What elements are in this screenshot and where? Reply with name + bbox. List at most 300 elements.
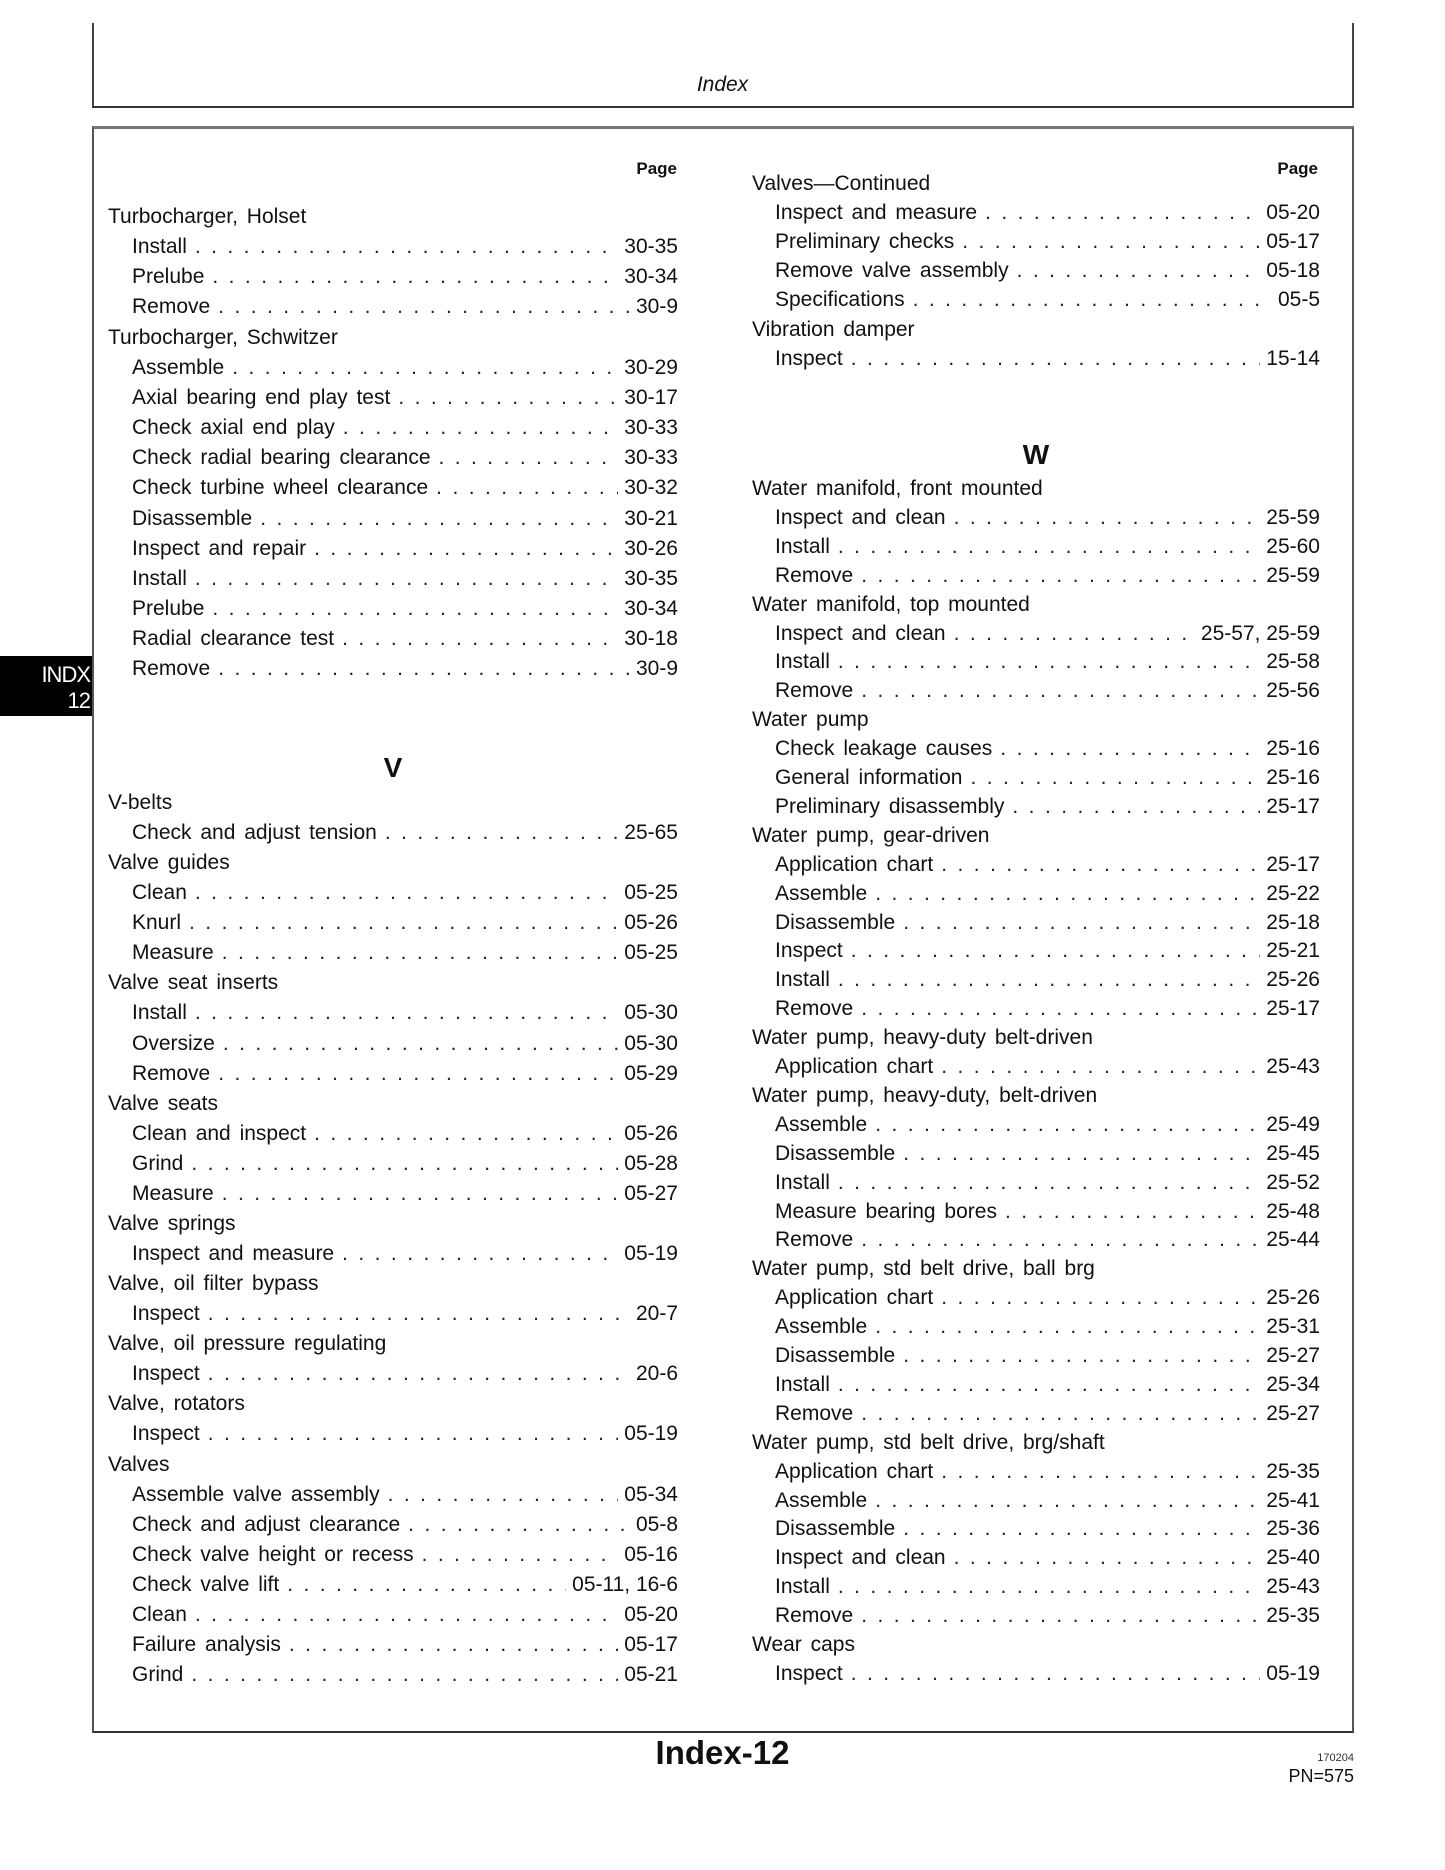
- index-entry: [752, 706, 1320, 734]
- entry-label: Application chart: [775, 1459, 934, 1483]
- dot-leader: [861, 1400, 1260, 1428]
- entry-label: Install: [775, 650, 830, 674]
- dot-leader: [289, 1631, 618, 1659]
- entry-label: Valve, oil pressure regulating: [108, 1332, 387, 1356]
- index-subentry: [132, 263, 678, 291]
- entry-label: Water pump, std belt drive, brg/shaft: [752, 1430, 1105, 1454]
- entry-label: Grind: [132, 1151, 184, 1175]
- index-subentry: [132, 999, 678, 1027]
- dot-leader: [212, 263, 618, 291]
- dot-leader: [260, 505, 618, 533]
- page-reference: 30-34: [624, 596, 678, 620]
- page-reference: 05-20: [1266, 201, 1320, 225]
- dot-leader: [218, 293, 630, 321]
- page-reference: 25-26: [1266, 968, 1320, 992]
- entry-label: Valves: [108, 1452, 170, 1476]
- entry-label: Disassemble: [132, 506, 253, 530]
- dot-leader: [985, 199, 1260, 227]
- entry-label: Inspect and repair: [132, 536, 307, 560]
- index-entry: [752, 822, 1320, 850]
- entry-label: Remove: [775, 1401, 854, 1425]
- index-entry: [752, 475, 1320, 503]
- dot-leader: [314, 535, 618, 563]
- index-subentry: [132, 535, 678, 563]
- page-reference: 05-25: [624, 881, 678, 905]
- index-subentry: [775, 1226, 1320, 1254]
- page-reference: 05-19: [1266, 1661, 1320, 1685]
- entry-label: Install: [132, 566, 187, 590]
- index-subentry: [775, 793, 1320, 821]
- entry-label: Water pump, gear-driven: [752, 823, 990, 847]
- entry-label: Install: [775, 1372, 830, 1396]
- index-subentry: [775, 764, 1320, 792]
- page-reference: 05-27: [624, 1181, 678, 1205]
- page-reference: 25-43: [1266, 1055, 1320, 1078]
- index-subentry: [775, 851, 1320, 879]
- index-subentry: [132, 1541, 678, 1569]
- dot-leader: [195, 879, 618, 907]
- entry-label: Prelube: [132, 265, 205, 289]
- index-subentry: [775, 995, 1320, 1023]
- page-reference: 25-18: [1266, 910, 1320, 934]
- index-subentry: [132, 939, 678, 967]
- page-reference: 20-6: [635, 1362, 678, 1386]
- entry-label: Application chart: [775, 1286, 934, 1310]
- index-subentry: [132, 1571, 678, 1599]
- entry-label: Remove: [775, 1604, 854, 1628]
- dot-leader: [1017, 257, 1261, 285]
- page-reference: 30-29: [624, 355, 678, 379]
- page-reference: 25-49: [1266, 1112, 1320, 1136]
- index-entry: [752, 1255, 1320, 1283]
- index-subentry: [775, 533, 1320, 561]
- entry-label: Check and adjust tension: [132, 821, 377, 845]
- page-reference: 05-19: [624, 1242, 678, 1266]
- entry-label: Inspect: [775, 346, 843, 370]
- entry-label: Assemble: [775, 1112, 868, 1136]
- dot-leader: [342, 1240, 618, 1268]
- dot-leader: [941, 1458, 1260, 1486]
- page-reference: 25-36: [1266, 1517, 1320, 1541]
- entry-label: Remove: [132, 295, 211, 319]
- page-reference: 25-52: [1266, 1170, 1320, 1194]
- page-reference: 05-30: [624, 1001, 678, 1025]
- index-entry: [108, 789, 678, 817]
- dot-leader: [875, 880, 1260, 908]
- index-entry: [752, 1082, 1320, 1110]
- index-entry: [108, 1390, 678, 1418]
- entry-label: Valve guides: [108, 851, 230, 875]
- index-subentry: [775, 909, 1320, 937]
- index-subentry: [775, 199, 1320, 227]
- page-reference: 25-26: [1266, 1286, 1320, 1310]
- dot-leader: [838, 533, 1260, 561]
- entry-label: Remove: [775, 997, 854, 1021]
- page-reference: 25-35: [1266, 1459, 1320, 1483]
- index-subentry: [132, 1481, 678, 1509]
- entry-label: Assemble: [132, 355, 225, 379]
- dot-leader: [954, 504, 1261, 532]
- section-tab-label: INDX: [41, 662, 90, 687]
- dot-leader: [208, 1360, 630, 1388]
- index-subentry: [775, 1400, 1320, 1428]
- entry-label: Specifications: [775, 288, 905, 312]
- index-subentry: [775, 257, 1320, 285]
- index-subentry: [132, 444, 678, 472]
- entry-label: Valve seat inserts: [108, 971, 279, 995]
- entry-label: Install: [775, 534, 830, 558]
- dot-leader: [875, 1313, 1260, 1341]
- index-subentry: [775, 1198, 1320, 1226]
- page-reference: 25-44: [1266, 1228, 1320, 1252]
- letter-heading: V: [383, 752, 403, 783]
- page-reference: 20-7: [635, 1302, 678, 1326]
- entry-label: Inspect and clean: [775, 505, 946, 529]
- entry-label: Install: [775, 1170, 830, 1194]
- index-subentry: [132, 1180, 678, 1208]
- index-subentry: [132, 414, 678, 442]
- entry-label: Remove: [775, 563, 854, 587]
- page-reference: 25-59: [1266, 505, 1320, 529]
- entry-label: Preliminary disassembly: [775, 794, 1005, 818]
- dot-leader: [388, 1481, 619, 1509]
- page-reference: 05-18: [1266, 259, 1320, 283]
- entry-label: Install: [132, 235, 187, 259]
- index-subentry: [775, 562, 1320, 590]
- section-tab-number: 12: [67, 688, 90, 713]
- index-subentry: [132, 879, 678, 907]
- letter-heading: W: [1022, 439, 1050, 470]
- entry-label: Valve, oil filter bypass: [108, 1272, 319, 1296]
- entry-label: Inspect: [132, 1302, 200, 1326]
- entry-label: Axial bearing end play test: [132, 385, 391, 409]
- entry-label: Inspect and measure: [132, 1242, 335, 1266]
- index-subentry: [132, 1300, 678, 1328]
- index-subentry: [775, 937, 1320, 965]
- page-reference: 30-21: [624, 506, 678, 530]
- index-entry: [108, 1090, 678, 1118]
- entry-label: Check leakage causes: [775, 737, 993, 761]
- entry-label: Oversize: [132, 1031, 215, 1055]
- index-subentry: [775, 345, 1320, 373]
- dot-leader: [861, 1602, 1260, 1630]
- index-subentry: [132, 625, 678, 653]
- page-reference: 25-56: [1266, 679, 1320, 703]
- page-reference: 25-58: [1266, 650, 1320, 674]
- page-reference: 05-5: [1277, 288, 1320, 312]
- dot-leader: [861, 1226, 1260, 1254]
- entry-label: Turbocharger, Schwitzer: [108, 325, 338, 349]
- dot-leader: [436, 474, 618, 502]
- dot-leader: [212, 595, 618, 623]
- entry-label: Wear caps: [752, 1633, 855, 1656]
- entry-label: Knurl: [132, 911, 182, 935]
- index-subentry: [775, 735, 1320, 763]
- entry-label: Water pump, std belt drive, ball brg: [752, 1257, 1095, 1281]
- dot-leader: [208, 1420, 619, 1448]
- page-reference: 05-30: [624, 1031, 678, 1055]
- entry-label: Prelube: [132, 596, 205, 620]
- index-subentry: [132, 1030, 678, 1058]
- index-entry: [752, 316, 1320, 344]
- dot-leader: [875, 1487, 1260, 1515]
- index-entry: [108, 324, 678, 352]
- entry-label: Application chart: [775, 1055, 934, 1078]
- dot-leader: [954, 620, 1195, 648]
- entry-label: Check and adjust clearance: [132, 1512, 401, 1536]
- page-reference: 25-22: [1266, 881, 1320, 905]
- entry-label: Preliminary checks: [775, 230, 955, 254]
- index-subentry: [775, 620, 1320, 648]
- page-number: Index-12: [655, 1734, 790, 1771]
- index-subentry: [132, 505, 678, 533]
- index-subentry: [775, 1313, 1320, 1341]
- dot-leader: [189, 909, 618, 937]
- entry-label: Water pump: [752, 708, 869, 732]
- dot-leader: [222, 939, 619, 967]
- index-entry: [108, 1451, 678, 1479]
- dot-leader: [208, 1300, 630, 1328]
- index-subentry: [132, 384, 678, 412]
- page-reference: 05-8: [635, 1512, 678, 1536]
- page-reference: 25-27: [1266, 1401, 1320, 1425]
- index-subentry: [775, 1660, 1320, 1688]
- entry-label: Check valve lift: [132, 1572, 280, 1596]
- page-reference: 25-41: [1266, 1488, 1320, 1512]
- index-subentry: [132, 233, 678, 261]
- entry-label: Disassemble: [775, 1517, 896, 1541]
- dot-leader: [838, 1371, 1260, 1399]
- index-subentry: [775, 1284, 1320, 1312]
- index-entry: [108, 849, 678, 877]
- dot-leader: [398, 384, 618, 412]
- entry-label: Disassemble: [775, 1141, 896, 1165]
- page-reference: 30-35: [624, 235, 678, 259]
- index-subentry: [132, 565, 678, 593]
- dot-leader: [851, 345, 1261, 373]
- index-subentry: [775, 1111, 1320, 1139]
- page-reference: 05-20: [624, 1602, 678, 1626]
- entry-label: Turbocharger, Holset: [108, 205, 307, 228]
- dot-leader: [1012, 793, 1260, 821]
- entry-label: Install: [775, 1575, 830, 1599]
- dot-leader: [195, 999, 618, 1027]
- index-subentry: [775, 880, 1320, 908]
- dot-leader: [941, 1053, 1260, 1081]
- page-reference: 30-35: [624, 566, 678, 590]
- entry-label: Clean: [132, 881, 187, 905]
- dot-leader: [954, 1544, 1261, 1572]
- page-reference: 05-21: [624, 1663, 678, 1687]
- page-reference: 05-26: [624, 1121, 678, 1145]
- entry-label: Valve springs: [108, 1211, 236, 1235]
- entry-label: Remove: [775, 1228, 854, 1252]
- page-reference: 25-65: [624, 821, 678, 845]
- entry-label: Install: [775, 968, 830, 992]
- index-subentry: [775, 228, 1320, 256]
- page-reference: 30-9: [635, 657, 678, 681]
- page-reference: 25-17: [1266, 794, 1320, 818]
- entry-label: Disassemble: [775, 910, 896, 934]
- dot-leader: [970, 764, 1260, 792]
- dot-leader: [191, 1150, 618, 1178]
- page-reference: 30-33: [624, 446, 678, 470]
- index-subentry: [775, 1544, 1320, 1572]
- index-subentry: [132, 1601, 678, 1629]
- entry-label: Water manifold, top mounted: [752, 592, 1030, 616]
- index-entry: [752, 1429, 1320, 1457]
- index-entry: [752, 591, 1320, 619]
- page-reference: 05-34: [624, 1482, 678, 1506]
- dot-leader: [851, 1660, 1261, 1688]
- index-entry: [108, 203, 678, 231]
- page-reference: 05-17: [624, 1632, 678, 1656]
- dot-leader: [851, 937, 1261, 965]
- page-reference: 25-16: [1266, 766, 1320, 789]
- part-number: PN=575: [1288, 1766, 1354, 1786]
- dot-leader: [861, 562, 1260, 590]
- entry-label: Measure: [132, 1181, 214, 1205]
- page-reference: 25-59: [1266, 563, 1320, 587]
- index-subentry: [132, 474, 678, 502]
- entry-label: Valve, rotators: [108, 1392, 245, 1416]
- page-reference: 05-25: [624, 941, 678, 965]
- index-subentry: [132, 293, 678, 321]
- entry-label: Inspect and clean: [775, 621, 946, 645]
- entry-label: Vibration damper: [752, 317, 915, 341]
- dot-leader: [195, 1601, 618, 1629]
- dot-leader: [903, 909, 1260, 937]
- dot-leader: [903, 1342, 1260, 1370]
- index-subentry: [132, 1120, 678, 1148]
- page-reference: 05-17: [1266, 230, 1320, 254]
- page-reference: 05-29: [624, 1061, 678, 1085]
- entry-label: Valves—Continued: [752, 172, 931, 195]
- entry-label: Inspect: [132, 1422, 200, 1446]
- dot-leader: [218, 655, 630, 683]
- page-reference: 05-28: [624, 1151, 678, 1175]
- dot-leader: [838, 1573, 1260, 1601]
- page-reference: 25-57, 25-59: [1200, 621, 1320, 645]
- index-entry: [752, 1024, 1320, 1052]
- dot-leader: [903, 1515, 1260, 1543]
- index-entry: [752, 170, 1320, 198]
- dot-leader: [861, 677, 1260, 705]
- entry-label: Remove: [132, 657, 211, 681]
- entry-label: Failure analysis: [132, 1632, 281, 1656]
- page-reference: 25-16: [1266, 737, 1320, 761]
- index-entry: [108, 1210, 678, 1238]
- dot-leader: [408, 1511, 630, 1539]
- entry-label: Check turbine wheel clearance: [132, 476, 429, 500]
- index-subentry: [132, 354, 678, 382]
- dot-leader: [439, 444, 619, 472]
- page-reference: 25-45: [1266, 1141, 1320, 1165]
- index-subentry: [775, 504, 1320, 532]
- index-entry: [108, 1330, 678, 1358]
- index-subentry: [132, 1060, 678, 1088]
- entry-label: Application chart: [775, 852, 934, 876]
- index-subentry: [132, 1360, 678, 1388]
- dot-leader: [343, 414, 619, 442]
- entry-label: Assemble: [775, 1315, 868, 1339]
- entry-label: Inspect: [775, 939, 843, 963]
- left-page-heading: Page: [636, 159, 677, 178]
- dot-leader: [1000, 735, 1260, 763]
- page-reference: 30-17: [624, 385, 678, 409]
- entry-label: Disassemble: [775, 1344, 896, 1367]
- entry-label: General information: [775, 766, 963, 789]
- entry-label: Water pump, heavy-duty belt-driven: [752, 1026, 1093, 1050]
- running-header-title: Index: [696, 73, 749, 96]
- date-code: 170204: [1317, 1752, 1354, 1764]
- page-reference: 25-60: [1266, 534, 1320, 558]
- index-subentry: [775, 286, 1320, 314]
- dot-leader: [342, 625, 618, 653]
- dot-leader: [838, 1169, 1260, 1197]
- dot-leader: [195, 233, 618, 261]
- dot-leader: [941, 1284, 1260, 1312]
- page-reference: 25-43: [1266, 1575, 1320, 1599]
- index-subentry: [775, 1053, 1320, 1081]
- index-subentry: [775, 1602, 1320, 1630]
- entry-label: Radial clearance test: [132, 627, 335, 651]
- entry-label: Measure bearing bores: [775, 1199, 997, 1223]
- page-reference: 30-26: [624, 536, 678, 560]
- entry-label: Install: [132, 1001, 187, 1025]
- dot-leader: [195, 565, 618, 593]
- section-tab: [0, 656, 92, 716]
- index-entry: [108, 1270, 678, 1298]
- index-subentry: [775, 1371, 1320, 1399]
- page-reference: 05-26: [624, 911, 678, 935]
- entry-label: Grind: [132, 1663, 184, 1687]
- dot-leader: [287, 1571, 566, 1599]
- dot-leader: [222, 1180, 619, 1208]
- entry-label: Assemble: [775, 1488, 868, 1512]
- index-subentry: [775, 648, 1320, 676]
- page-reference: 30-33: [624, 416, 678, 440]
- index-subentry: [132, 1150, 678, 1178]
- entry-label: Check axial end play: [132, 416, 335, 440]
- page-reference: 25-48: [1266, 1199, 1320, 1223]
- dot-leader: [861, 995, 1260, 1023]
- dot-leader: [191, 1661, 618, 1689]
- dot-leader: [1005, 1198, 1260, 1226]
- page-reference: 25-31: [1266, 1315, 1320, 1339]
- page-reference: 25-34: [1266, 1372, 1320, 1396]
- entry-label: Clean and inspect: [132, 1121, 307, 1145]
- index-subentry: [775, 1342, 1320, 1370]
- dot-leader: [941, 851, 1260, 879]
- entry-label: Inspect: [132, 1362, 200, 1386]
- entry-label: Clean: [132, 1602, 187, 1626]
- index-subentry: [775, 1515, 1320, 1543]
- right-page-heading: Page: [1277, 159, 1318, 178]
- entry-label: V-belts: [108, 791, 173, 814]
- index-subentry: [132, 1661, 678, 1689]
- index-subentry: [132, 655, 678, 683]
- entry-label: Check valve height or recess: [132, 1542, 414, 1566]
- index-subentry: [775, 1169, 1320, 1197]
- index-entry: [108, 969, 678, 997]
- dot-leader: [422, 1541, 619, 1569]
- dot-leader: [913, 286, 1272, 314]
- entry-label: Remove valve assembly: [775, 259, 1009, 283]
- dot-leader: [838, 648, 1260, 676]
- page-reference: 05-16: [624, 1542, 678, 1566]
- page-reference: 05-11, 16-6: [572, 1572, 678, 1596]
